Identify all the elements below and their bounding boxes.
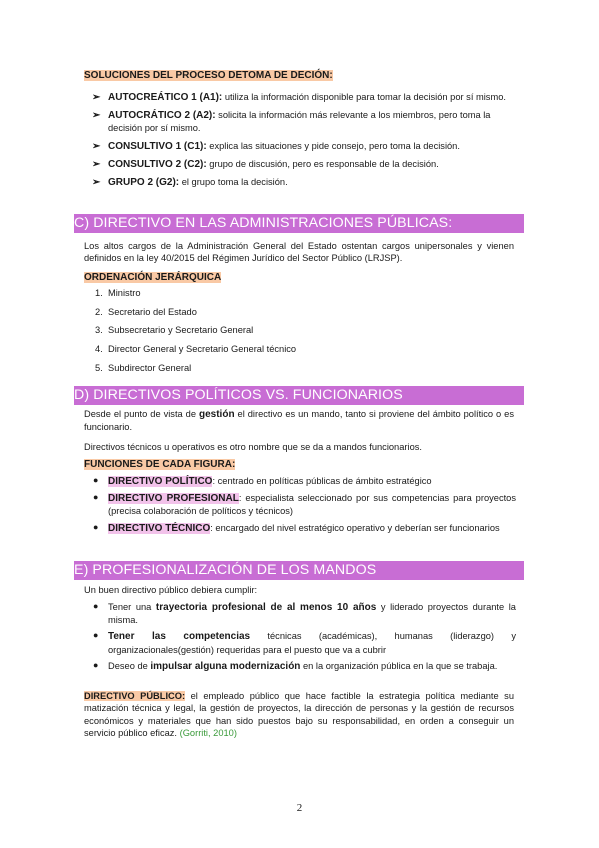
bullet-dot-icon: ● xyxy=(93,521,99,532)
requirements-list xyxy=(92,601,516,677)
list-item: ● DIRECTIVO PROFESIONAL: especialista seleccionado por sus competencias para proyectos (precisa colaboración de políticos y técnicos) xyxy=(93,492,516,517)
bullet-dot-icon: ● xyxy=(93,601,99,611)
list-item: ● DIRECTIVO TÉCNICO: encargado del nivel estratégico operativo y deberían ser funcionarios xyxy=(93,521,500,534)
arrow-bullet-icon: ➢ xyxy=(92,158,101,170)
section-heading-c: C) DIRECTIVO EN LAS ADMINISTRACIONES PÚBLICAS: xyxy=(74,214,524,233)
list-item: ➢ AUTOCREÁTICO 1 (A1): utiliza la información disponible para tomar la decisión por sí mismo. xyxy=(92,92,506,103)
bullet-dot-icon: ● xyxy=(93,492,99,503)
section-heading-e: E) PROFESIONALIZACIÓN DE LOS MANDOS xyxy=(74,561,524,580)
list-item: ● Deseo de impulsar alguna modernización en la organización pública en la que se trabaja. xyxy=(93,659,498,672)
public-director-definition: DIRECTIVO PÚBLICO: el empleado público que hace factible la estrategia política mediante su matización técnica y legal, la gestión de proyectos, la dirección de personas y la gestión de recursos económicos y materiales que han sido puestos bajo su responsabilidad, en orden a conseguir un servicio público eficaz. (Gorriti, 2010) xyxy=(84,691,515,738)
arrow-bullet-icon: ➢ xyxy=(92,177,101,189)
functions-subheading: FUNCIONES DE CADA FIGURA: xyxy=(84,459,236,470)
section-d-paragraph-1: Desde el punto de vista de gestión el directivo es un mando, tanto si proviene del ámbito político o es funcionario. xyxy=(84,409,514,433)
list-item: ➢ AUTOCRÁTICO 2 (A2): solicita la información más relevante a los miembros, pero toma la decisión por sí mismo. xyxy=(92,110,491,134)
solutions-title: SOLUCIONES DEL PROCESO DETOMA DE DECIÓN: xyxy=(84,70,333,81)
bullet-dot-icon: ● xyxy=(93,659,99,670)
list-item: ➢ GRUPO 2 (G2): el grupo toma la decisión. xyxy=(92,177,288,189)
list-item: 5. Subdirector General xyxy=(95,362,192,373)
list-item: ● Tener una trayectoria profesional de al menos 10 años y liderado proyectos durante la misma. xyxy=(93,601,516,626)
list-item: 4. Director General y Secretario General técnico xyxy=(95,344,297,355)
list-item: 3. Subsecretario y Secretario General xyxy=(95,325,254,336)
list-item: 2. Secretario del Estado xyxy=(95,306,197,317)
section-c-paragraph: Los altos cargos de la Administración General del Estado ostentan cargos unipersonales y vienen definidos en la ley 40/2015 del Régimen Jurídico del Sector Público (LRJSP). xyxy=(84,241,514,264)
citation: (Gorriti, 2010) xyxy=(179,727,237,738)
bullet-dot-icon: ● xyxy=(93,475,99,485)
section-e-intro: Un buen directivo público debiera cumplir: xyxy=(84,585,258,595)
list-item: ● Tener las competencias técnicas (académicas), humanas (liderazgo) y organizacionales(gestión) requeridas para el puesto que va a cubrir xyxy=(93,630,516,655)
hierarchy-subheading: ORDENACIÓN JERÁRQUICA xyxy=(84,272,222,283)
arrow-bullet-icon: ➢ xyxy=(92,140,101,152)
bullet-dot-icon: ● xyxy=(93,630,99,641)
section-d-paragraph-2: Directivos técnicos u operativos es otro nombre que se da a mandos funcionarios. xyxy=(84,442,422,452)
solutions-list xyxy=(92,91,522,194)
hierarchy-list xyxy=(95,287,495,380)
arrow-bullet-icon: ➢ xyxy=(92,110,101,122)
functions-list xyxy=(92,475,516,539)
section-heading-d: D) DIRECTIVOS POLÍTICOS VS. FUNCIONARIOS xyxy=(74,386,524,405)
list-item: ➢ CONSULTIVO 2 (C2): grupo de discusión, pero es responsable de la decisión. xyxy=(92,158,439,170)
list-item: ➢ CONSULTIVO 1 (C1): explica las situaciones y pide consejo, pero toma la decisión. xyxy=(92,140,460,152)
page-number: 2 xyxy=(296,802,303,814)
list-item: 1. Ministro xyxy=(95,288,141,298)
arrow-bullet-icon: ➢ xyxy=(92,92,101,103)
list-item: ● DIRECTIVO POLÍTICO: centrado en políticas públicas de ámbito estratégico xyxy=(93,475,432,487)
